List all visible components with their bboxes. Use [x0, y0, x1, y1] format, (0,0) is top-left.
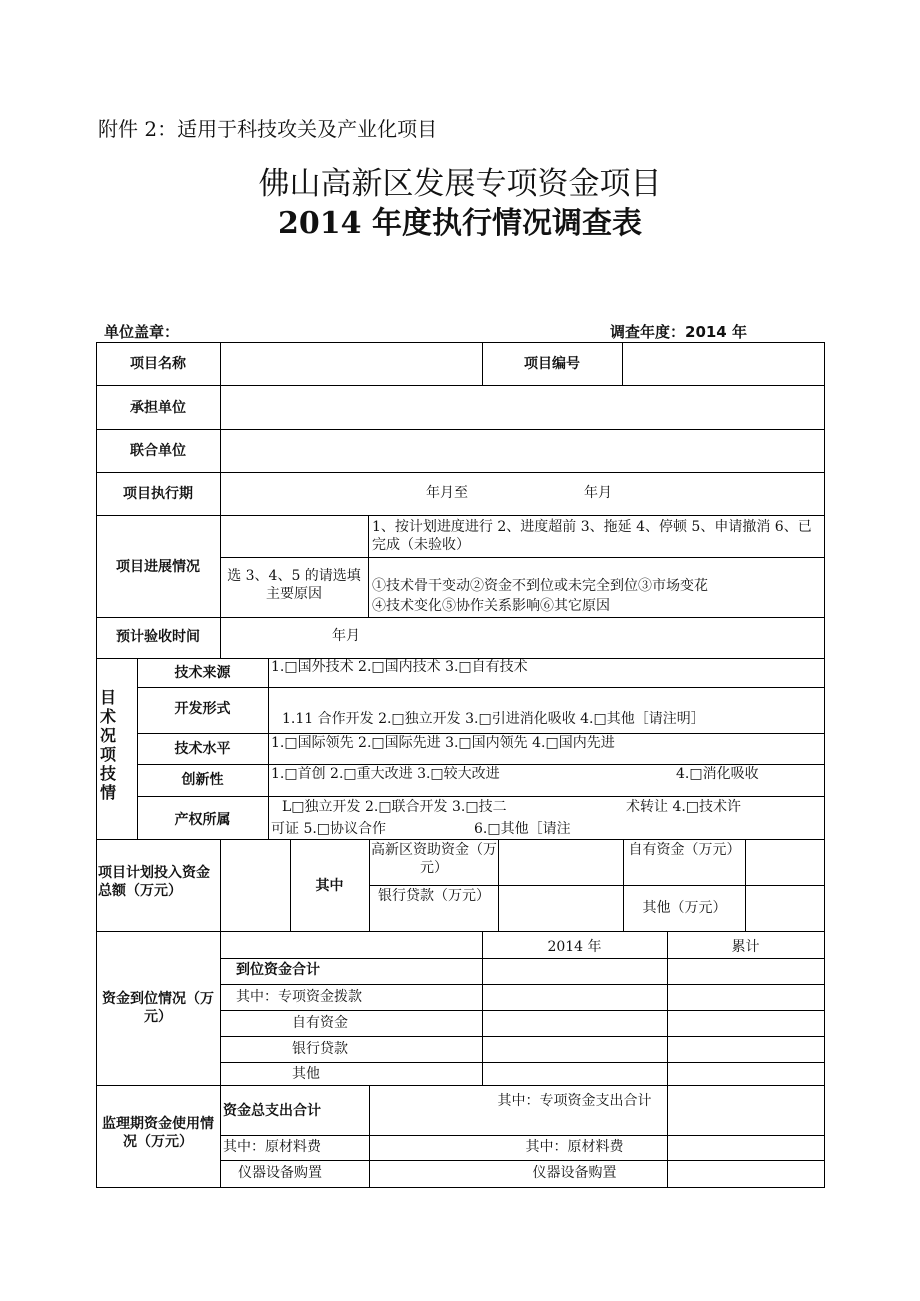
col-divider	[220, 839, 221, 931]
row-divider	[220, 557, 825, 558]
hitech-fund-label: 高新区资助资金（万元）	[371, 842, 497, 876]
acceptance-value: 年月	[332, 628, 360, 644]
exec-period-end: 年月	[584, 485, 612, 501]
col-divider	[220, 342, 221, 658]
col-divider	[368, 515, 369, 617]
progress-options: 1、按计划进度进行 2、进度超前 3、拖延 4、停顿 5、申请撤消 6、已完成（未验收）	[372, 519, 812, 553]
row-divider	[220, 958, 825, 959]
arrival-row-special: 其中：专项资金拨款	[236, 989, 362, 1005]
row-divider	[96, 515, 825, 516]
col-divider	[268, 658, 269, 839]
project-name-label: 项目名称	[130, 356, 186, 372]
survey-year: 调查年度：2014 年	[610, 323, 747, 341]
row-divider	[96, 931, 825, 932]
form-title: 佛山高新区发展专项资金项目	[258, 166, 662, 202]
group-char: 技	[100, 764, 117, 783]
undertaking-unit-label: 承担单位	[130, 400, 186, 416]
arrival-col-total: 累计	[731, 939, 760, 955]
dev-form-options: 1.11 合作开发 2.□独立开发 3.□引进消化吸收 4.□其他［请注明］	[282, 711, 705, 727]
usage-right-material: 其中：原材料费	[525, 1139, 624, 1155]
row-divider	[220, 1135, 825, 1136]
progress-label: 项目进展情况	[116, 559, 200, 575]
arrival-row-total: 到位资金合计	[236, 962, 320, 978]
bank-loan-label: 银行贷款（万元）	[378, 888, 490, 904]
reasons-line1: ①技术骨干变动②资金不到位或未完全到位③市场变花	[372, 578, 708, 594]
usage-special-label: 其中：专项资金支出合计	[497, 1093, 652, 1109]
row-divider	[96, 472, 825, 473]
usage-left-equipment: 仪器设备购置	[238, 1165, 322, 1181]
arrival-label: 资金到位情况（万元）	[102, 991, 214, 1025]
row-divider	[220, 1010, 825, 1011]
arrival-row-self: 自有资金	[292, 1015, 348, 1031]
exec-period-label: 项目执行期	[123, 486, 193, 502]
col-divider	[498, 839, 499, 931]
tech-level-options: 1.□国际领先 2.□国际先进 3.□国内领先 4.□国内先进	[271, 735, 615, 751]
row-divider	[137, 796, 825, 797]
usage-left-material: 其中：原材料费	[223, 1139, 321, 1155]
reasons-line2: ④技术变化⑤协作关系影响⑥其它原因	[372, 598, 610, 614]
group-char: 项	[100, 745, 117, 764]
row-divider	[96, 1085, 825, 1086]
col-divider	[667, 1085, 668, 1187]
ip-line2a: 可证 5.□协议合作	[271, 821, 387, 837]
ip-line1b: 术转让 4.□技术许	[626, 799, 742, 815]
acceptance-label: 预计验收时间	[116, 629, 200, 645]
group-char: 情	[100, 783, 117, 802]
form-subtitle: 2014 年度执行情况调查表	[278, 206, 642, 241]
attachment-note: 附件 2：适用于科技攻关及产业化项目	[98, 117, 438, 141]
investment-label: 项目计划投入资金总额（万元）	[98, 865, 210, 899]
arrival-col-year: 2014 年	[547, 939, 602, 955]
arrival-row-bank: 银行贷款	[292, 1041, 348, 1057]
col-divider	[622, 342, 623, 385]
table-border	[96, 342, 97, 1188]
col-divider	[745, 839, 746, 931]
usage-total-label: 资金总支出合计	[223, 1103, 321, 1119]
col-divider	[220, 931, 221, 1187]
row-divider	[96, 385, 825, 386]
survey-table	[96, 342, 825, 1188]
ip-line1a: L□独立开发 2.□联合开发 3.□技二	[282, 799, 507, 815]
dev-form-label: 开发形式	[174, 701, 231, 717]
row-divider	[220, 1160, 825, 1161]
other-label: 其他（万元）	[642, 900, 727, 916]
row-divider	[220, 984, 825, 985]
row-divider	[220, 1062, 825, 1063]
usage-right-equipment: 仪器设备购置	[532, 1165, 617, 1181]
row-divider	[137, 687, 825, 688]
table-border	[96, 342, 825, 343]
group-char: 况	[100, 726, 117, 745]
tech-source-label: 技术来源	[174, 665, 231, 681]
group-char: 目	[100, 688, 117, 707]
row-divider	[96, 839, 825, 840]
group-char: 术	[100, 707, 117, 726]
project-no-label: 项目编号	[524, 356, 580, 372]
row-divider	[96, 429, 825, 430]
ip-label: 产权所属	[174, 812, 231, 828]
table-border	[824, 342, 825, 1188]
tech-level-label: 技术水平	[174, 741, 231, 757]
row-divider	[96, 617, 825, 618]
exec-period-start: 年月至	[426, 485, 468, 501]
usage-label: 监理期资金使用情况（万元）	[102, 1116, 214, 1150]
innovation-option4: 4.□消化吸收	[676, 766, 759, 782]
arrival-row-other: 其他	[292, 1066, 320, 1082]
row-divider	[369, 885, 825, 886]
ip-line2b: 6.□其他［请注	[474, 821, 571, 837]
joint-unit-label: 联合单位	[130, 443, 186, 459]
tech-source-options: 1.□国外技术 2.□国内技术 3.□自有技术	[271, 659, 528, 675]
tech-group-label	[100, 688, 120, 802]
innovation-options: 1.□首创 2.□重大改进 3.□较大改进	[271, 766, 500, 782]
investment-among-label: 其中	[315, 878, 344, 894]
table-border	[96, 1187, 825, 1188]
col-divider	[369, 1085, 370, 1187]
reason-prompt: 选 3、4、5 的请选填主要原因	[227, 568, 361, 602]
row-divider	[220, 1036, 825, 1037]
innovation-label: 创新性	[181, 772, 224, 788]
unit-stamp-label: 单位盖章：	[104, 323, 180, 341]
self-fund-label: 自有资金（万元）	[628, 842, 741, 858]
